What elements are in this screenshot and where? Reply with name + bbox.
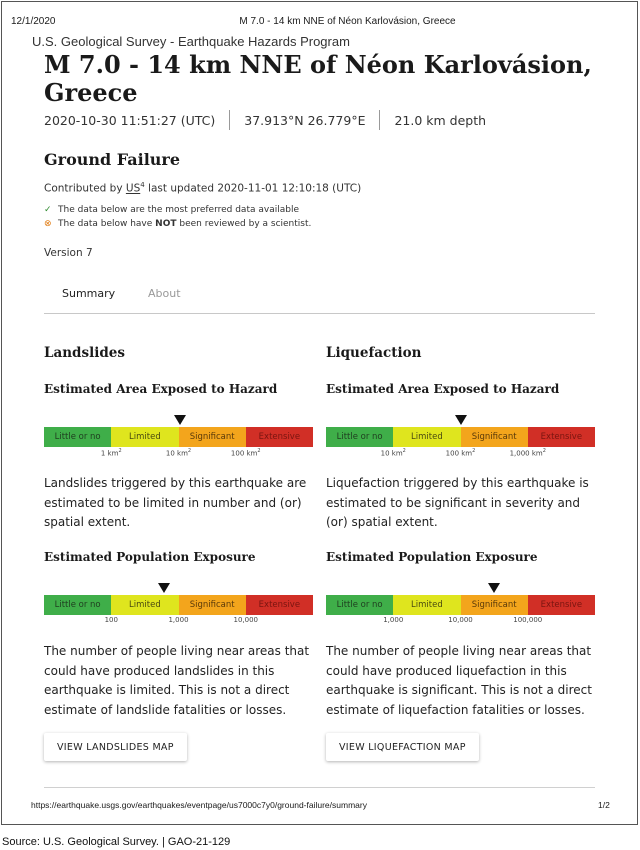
pop-tick: 1,000 [168, 616, 189, 624]
print-page-number: 1/2 [598, 800, 610, 810]
version-label: Version 7 [44, 247, 93, 259]
area-tick: 10 $km^2$ [380, 448, 406, 458]
area-tick: 1 $km^2$ [100, 448, 122, 458]
landslides-area-scale [44, 427, 313, 447]
liquefaction-pop-heading: Estimated Population Exposure [326, 550, 538, 564]
scale-significant: Significant [179, 427, 246, 447]
contributor-sup: 4 [140, 181, 145, 189]
landslides-pop-ticks [44, 616, 313, 626]
print-url: https://earthquake.usgs.gov/earthquakes/eventpage/us7000c7y0/ground-failure/summary [31, 800, 367, 810]
scale-limited: Limited [111, 427, 178, 447]
review-note-bold: NOT [155, 219, 177, 229]
view-landslides-map-button[interactable]: VIEW LANDSLIDES MAP [44, 733, 187, 761]
tab-summary[interactable]: Summary [62, 287, 116, 300]
scale-little: Little or no [326, 595, 393, 615]
preferred-note [44, 205, 299, 215]
landslides-pop-pointer [158, 583, 170, 593]
liquefaction-pop-scale [326, 595, 595, 615]
scale-significant: Significant [461, 427, 528, 447]
pop-tick: 1,000 [383, 616, 404, 624]
liquefaction-area-heading: Estimated Area Exposed to Hazard [326, 382, 560, 396]
scale-limited: Limited [393, 427, 460, 447]
scale-significant: Significant [179, 595, 246, 615]
pop-tick: 10,000 [448, 616, 473, 624]
scale-little: Little or no [44, 595, 111, 615]
contrib-prefix: Contributed by [44, 182, 126, 195]
check-icon: ✓ [44, 205, 52, 215]
view-liquefaction-map-button[interactable]: VIEW LIQUEFACTION MAP [326, 733, 479, 761]
landslides-pop-scale [44, 595, 313, 615]
scale-limited: Limited [393, 595, 460, 615]
scale-extensive: Extensive [528, 595, 595, 615]
liquefaction-pop-pointer [488, 583, 500, 593]
meta-divider [229, 110, 230, 130]
print-title: M 7.0 - 14 km NNE of Néon Karlovásion, Greece [239, 16, 456, 27]
event-depth: 21.0 km depth [394, 112, 487, 128]
landslides-area-ticks [44, 448, 313, 458]
pop-tick: 100 [104, 616, 118, 624]
meta-divider [379, 110, 380, 130]
tab-about[interactable]: About [148, 287, 181, 300]
preferred-note-text: The data below are the most preferred data available [58, 205, 299, 215]
warning-icon: ⊗ [44, 219, 52, 229]
print-date: 12/1/2020 [11, 16, 56, 27]
scale-extensive: Extensive [246, 595, 313, 615]
event-meta [44, 110, 486, 130]
liquefaction-pop-text: The number of people living near areas that could have produced liquefaction in this earthquake is significant. This is not a direct estimate of liquefaction fatalities or losses. [326, 644, 592, 717]
liquefaction-area-ticks [326, 448, 595, 458]
event-location: 37.913°N 26.779°E [244, 112, 366, 128]
liquefaction-area-scale [326, 427, 595, 447]
program-link[interactable]: U.S. Geological Survey - Earthquake Hazards Program [32, 34, 350, 49]
area-tick: 100 $km^2$ [445, 448, 476, 458]
liquefaction-pop-ticks [326, 616, 595, 626]
contributor-link[interactable]: US [125, 182, 141, 195]
tab-bar [44, 287, 595, 314]
bottom-divider [44, 787, 595, 788]
area-tick: 100 $km^2$ [230, 448, 261, 458]
scale-limited: Limited [111, 595, 178, 615]
source-note: Source: U.S. Geological Survey. | GAO-21-129 [2, 836, 231, 848]
landslides-title: Landslides [44, 345, 125, 361]
liquefaction-title: Liquefaction [326, 345, 422, 361]
scale-little: Little or no [326, 427, 393, 447]
section-title: Ground Failure [44, 150, 181, 169]
pop-tick: 100,000 [513, 616, 543, 624]
landslides-area-heading: Estimated Area Exposed to Hazard [44, 382, 278, 396]
area-tick: 10 $km^2$ [165, 448, 192, 458]
landslides-area-pointer [174, 415, 186, 425]
contrib-suffix: last updated 2020-11-01 12:10:18 (UTC) [144, 182, 362, 195]
review-note-pre: The data below have [58, 219, 153, 229]
landslides-pop-heading: Estimated Population Exposure [44, 550, 256, 564]
review-note [44, 219, 311, 229]
landslides-pop-text: The number of people living near areas that could have produced landslides in this earthquake is limited. This is not a direct estimate of landslide fatalities or losses. [44, 644, 310, 717]
review-note-post: been reviewed by a scientist. [179, 219, 312, 229]
contributor-line [44, 181, 361, 195]
landslides-area-text: Landslides triggered by this earthquake are estimated to be limited in number and (or) spatial extent. [44, 476, 307, 529]
landslides-panel [44, 345, 314, 753]
scale-little: Little or no [44, 427, 111, 447]
event-title: M 7.0 - 14 km NNE of Néon Karlovásion, Greece [44, 50, 592, 107]
liquefaction-area-pointer [455, 415, 467, 425]
liquefaction-panel [326, 345, 596, 753]
scale-extensive: Extensive [246, 427, 313, 447]
event-time: 2020-10-30 11:51:27 (UTC) [44, 112, 216, 128]
scale-extensive: Extensive [528, 427, 595, 447]
scale-significant: Significant [461, 595, 528, 615]
pop-tick: 10,000 [233, 616, 258, 624]
area-tick: 1,000 $km^2$ [509, 448, 546, 458]
liquefaction-area-text: Liquefaction triggered by this earthquake is estimated to be significant in severity and (or) spatial extent. [326, 476, 589, 529]
